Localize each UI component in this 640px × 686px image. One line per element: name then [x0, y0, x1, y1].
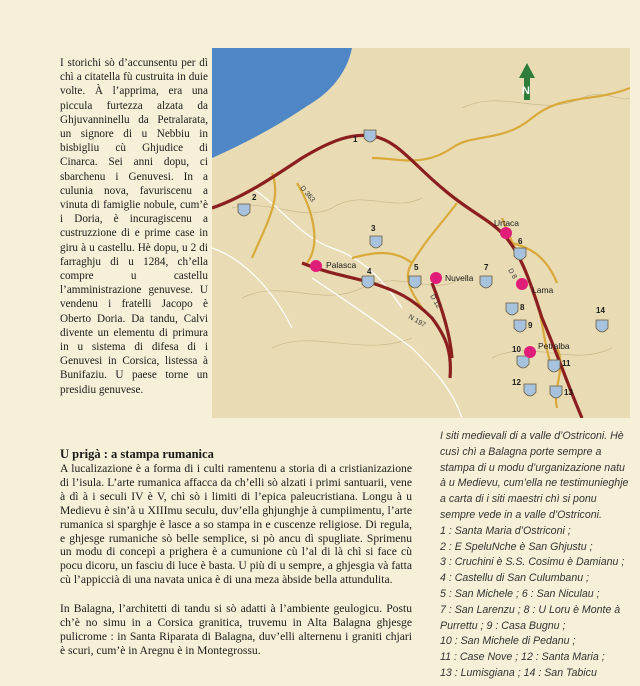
- ostriconi-valley-map: [212, 48, 630, 418]
- site-11-number: 11: [562, 359, 571, 368]
- legend-line: 10 : San Michele di Pedanu ;: [440, 635, 576, 648]
- road-label-d12: D 12: [428, 293, 442, 310]
- legend-line: 13 : Lumisgiana ; 14 : San Tabicu: [440, 666, 597, 679]
- site-14: [596, 306, 608, 332]
- site-12-number: 12: [512, 378, 521, 387]
- site-1: [353, 130, 376, 144]
- intro-paragraph: I storichi sò d’accunsentu per dì chì a citatella fù custruita in duie volte. À l’apprima, era una piccula furtezza alzata da Ghjuvanninellu da Petralarata, un signore di u Nebbiu in bisbigliu cù Ghjudice di Cinarca. Sei anni dopu, ci sbarchenu i Genuvesi. In a culunia nova, favuriscenu a vinuta di famiglie nobule, cum’è i Doria, è incuragiscenu a custruzzione di e prime case in giru à u castellu. Hè dopu, u 2 di farraghju di u 1284, ch’ella compre u castellu l’amministrazione genuvese. U vendenu i fratelli Jacopo è Oberto Doria. Da tandu, Calvi divente un elementu di primura in u sistema di difesa di i Genuvesi in Corsica, listessa à Bunifaziu. U paese torne un presidiu genuvese.: [60, 57, 208, 396]
- north-arrow-icon: [519, 63, 535, 100]
- site-9-number: 9: [528, 321, 533, 330]
- legend-line: 3 : Cruchini è S.S. Cosimu è Damianu ;: [440, 556, 625, 569]
- legend-line: 11 : Case Nove ; 12 : Santa Maria ;: [440, 651, 605, 664]
- site-12: [512, 378, 536, 396]
- road-label-n197: N 197: [407, 313, 427, 330]
- map-caption: [440, 429, 630, 682]
- site-2-number: 2: [252, 193, 257, 202]
- town-nuvella: [430, 272, 474, 284]
- site-6: [514, 237, 526, 260]
- site-6-number: 6: [518, 237, 523, 246]
- road-label-d363: D 363: [298, 184, 316, 204]
- legend-line: 2 : E SpeluNche è San Ghjustu ;: [440, 540, 593, 553]
- legend-line: 5 : San Michele ; 6 : San Niculau ;: [440, 587, 600, 600]
- legend-line: 4 : Castellu di San Culumbanu ;: [440, 572, 589, 585]
- svg-text:N: N: [522, 85, 530, 97]
- town-palasca: [310, 260, 357, 272]
- legend-line: 7 : San Larenzu ; 8 : U Loru è Monte à Purrettu ; 9 : Casa Bugnu ;: [440, 603, 621, 632]
- town-label-palasca: Palasca: [326, 260, 357, 270]
- site-1-number: 1: [353, 135, 358, 144]
- site-4: [362, 267, 374, 288]
- section-heading: U prigà : a stampa rumanica: [60, 447, 214, 461]
- road-n197: [302, 263, 450, 378]
- site-3: [370, 224, 382, 248]
- site-4-number: 4: [367, 267, 372, 276]
- town-label-urtaca: Urtaca: [494, 218, 520, 228]
- town-label-nuvella: Nuvella: [445, 273, 474, 283]
- site-8: [506, 303, 525, 315]
- site-7: [480, 263, 492, 288]
- town-label-petralba: Petralba: [538, 341, 570, 351]
- site-3-number: 3: [371, 224, 376, 233]
- town-lama: [516, 278, 554, 295]
- legend-line: 1 : Santa Maria d’Ostriconi ;: [440, 524, 571, 537]
- site-7-number: 7: [484, 263, 489, 272]
- site-9: [514, 320, 533, 332]
- body-paragraph-1: A lucalizazione è a forma di i culti ramentenu a storia di a cristianizazione di l’isula. L’arte rumanica affacca da ch’elli sò alzati i primi santuarii, vene à dì à i seculi IV è V, chì sò i limiti di l’epica paleucristiana. Longu à u Medievu è sin’à u XIIImu seculu, duv’ella ghjunghje à cumpiimentu, l’arte rumanica si sparghje è lasce a so stampa in e cuscenze religiose. Di regula, e ghjesge rumaniche sò belle semplice, si pò ancu dì spugliate. Sprimenu un modu di concepì a prighera è a cumunione cù l’al di là chì si face cù pocu dicoru, un fasciu di luce è basta. U più di u sempre, a ghjesgia và fatta cù l’appiccià di una navata unica è di una meza àbside bella attundulita.: [60, 462, 412, 587]
- site-8-number: 8: [520, 303, 525, 312]
- site-13-number: 13: [564, 388, 573, 397]
- site-14-number: 14: [596, 306, 605, 315]
- town-petralba: [524, 341, 570, 358]
- caption-intro: I siti medievali di a valle d’Ostriconi. Hè cusì chì a Balagna porte sempre a stampa di u modu d’urganizazione natu à u Medievu, cum’ella ne testimunieghje a carta di i siti maestri chì si ponu sempre vede in a valle d’Ostriconi.: [440, 430, 629, 521]
- site-5-number: 5: [414, 263, 419, 272]
- site-13: [550, 386, 573, 398]
- site-10-number: 10: [512, 345, 521, 354]
- town-label-lama: Lama: [532, 285, 554, 295]
- road-main-north: [212, 135, 582, 418]
- road-label-d8: D 8: [506, 267, 518, 281]
- body-paragraph-2: In Balagna, l’architetti di tandu si sò adatti à l’ambiente geulogicu. Postu ch’è no simu in a Corsica granitica, truvemu in Alta Balagna ghjesge pulicrome : in Santa Riparata di Balagna, duv’elli alternenu i graniti chjari è scuri, cum’è in Aregnu è in Montegrossu.: [60, 602, 412, 657]
